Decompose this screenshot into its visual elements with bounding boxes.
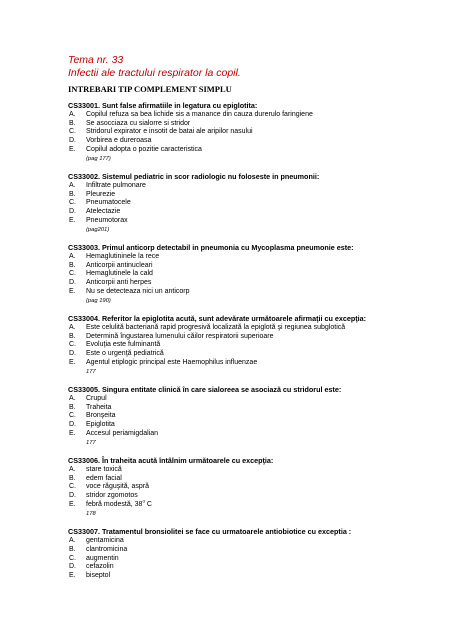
answer-option [68,191,448,200]
question-title: CS33006. În traheita acută întâlnim următoarele cu excepţia: [68,456,274,466]
page-reference: 177 [86,439,96,446]
answer-option [68,430,448,439]
answer-option [68,208,448,217]
option-text: Pneumatocele [86,199,131,207]
question-block [68,385,448,447]
question-block [68,172,448,234]
option-text: Anticorpii antinucleari [86,261,153,269]
answer-option [68,182,448,191]
option-text: Bronşeita [86,412,116,420]
answer-option [68,483,448,492]
option-text: Infiltrate pulmonare [86,182,146,190]
option-letter: D. [69,563,76,571]
option-text: Atelectazie [86,208,121,216]
option-letter: D. [69,137,76,145]
option-text: febră modestă, 38 [86,500,143,508]
option-text: Nu se detecteaza nici un anticorp [86,287,190,295]
question-block [68,456,448,518]
answer-option [68,253,448,262]
option-text: Vorbirea e dureroasa [86,137,152,145]
option-text: Traheita [86,403,112,411]
option-letter: D. [69,208,76,216]
answer-option [68,466,448,475]
option-text: gentamicina [86,537,124,545]
answer-option [68,128,448,137]
option-text: voce răguşită, aspră [86,483,150,491]
answer-option [68,146,448,155]
question-block [68,527,448,581]
answer-option [68,498,448,510]
answer-option [68,475,448,484]
answer-option [68,404,448,413]
option-letter: B. [69,474,76,482]
option-letter: C. [69,412,76,420]
answer-option [68,217,448,226]
answer-option [68,359,448,368]
question-title: CS33003. Primul anticorp detectabil in pneumonia cu Mycoplasma pneumonie este: [68,243,354,253]
question-title: CS33002. Sistemul pediatric in scor radiologic nu foloseste in pneumonii: [68,172,320,182]
option-text: Stridorul expirator e insotit de batai ale aripilor nasului [86,128,253,136]
option-text: clantromicina [86,545,128,553]
answer-option [68,537,448,546]
option-letter: E. [69,500,76,508]
option-letter: B. [69,119,76,127]
option-letter: E. [69,429,76,437]
answer-option [68,563,448,572]
option-text-tail: C [144,500,152,508]
option-letter: C. [69,199,76,207]
option-text: Este o urgenţă pediatrică [86,350,164,358]
answer-option [68,572,448,581]
option-letter: A. [69,111,76,118]
topic-number: Tema nr. 33 [68,54,124,66]
option-text: Pleurezie [86,190,116,198]
option-text: Evoluţia este fulminantă [86,341,161,349]
option-letter: A. [69,537,76,545]
option-letter: B. [69,190,76,198]
page-reference: (pag 190) [86,297,111,304]
option-text: Hemaglutinele la cald [86,270,153,278]
option-text: cefazolin [86,563,114,571]
topic-subtitle: Infectii ale tractului respirator la copil. [68,67,241,79]
option-text: stare toxică [86,466,122,474]
option-letter: C. [69,270,76,278]
option-text: Determină îngustarea lumenului căilor respiratorii superioare [86,332,274,340]
option-letter: E. [69,358,76,366]
option-text: stridor zgomotos [86,492,138,500]
answer-option [68,324,448,333]
questions-list [68,101,448,590]
answer-option [68,341,448,350]
question-block [68,314,448,376]
answer-option [68,412,448,421]
option-text: biseptol [86,571,111,579]
option-letter: D. [69,350,76,358]
option-text: Pneumotorax [86,216,128,224]
question-block [68,243,448,305]
answer-option [68,262,448,271]
answer-option [68,111,448,120]
option-text: Accesul periamigdalian [86,429,158,437]
option-letter: C. [69,554,76,562]
option-letter: D. [69,279,76,287]
option-letter: B. [69,403,76,411]
answer-option [68,120,448,129]
option-letter: A. [69,324,76,332]
answer-option [68,288,448,297]
option-text: Crupul [86,395,107,403]
option-text: Copilul refuza sa bea lichide sis a manance din cauza durerulo faringiene [86,111,313,118]
option-text: Agentul etiplogic principal este Haemophilus influenzae [86,358,258,366]
option-text: Se asocciaza cu sialorre si stridor [86,119,191,127]
answer-option [68,279,448,288]
option-text: Hemaglutininele la rece [86,253,160,261]
answer-option [68,546,448,555]
section-title: INTREBARI TIP COMPLEMENT SIMPLU [68,84,232,94]
option-text: augmentin [86,554,119,562]
option-letter: C. [69,128,76,136]
option-letter: C. [69,483,76,491]
option-text: Este celulită bacteriană rapid progresivă localizată la epiglotă şi regiunea subglotică [86,324,346,332]
answer-option [68,555,448,564]
option-letter: C. [69,341,76,349]
option-text: Anticorpii anti herpes [86,279,152,287]
degree-superscript: o [142,498,145,504]
page-reference: (pag 177) [86,155,111,162]
page-reference: 177 [86,368,96,375]
option-letter: B. [69,545,76,553]
option-letter: A. [69,466,76,474]
answer-option [68,137,448,146]
answer-option [68,199,448,208]
option-letter: E. [69,287,76,295]
option-text: Epiglotita [86,421,115,429]
answer-option [68,333,448,342]
option-letter: D. [69,421,76,429]
page-reference: (pag201) [86,226,110,233]
option-letter: A. [69,182,76,190]
answer-option [68,395,448,404]
answer-option [68,350,448,359]
option-letter: A. [69,395,76,403]
question-title: CS33007. Tratamentul bronsiolitei se face cu urmatoarele antiobiotice cu exceptia : [68,527,352,537]
question-title: CS33005. Singura entitate clinică în care sialoreea se asociază cu stridorul este: [68,385,342,395]
question-title: CS33004. Referitor la epiglotita acută, sunt adevărate următoarele afirmaţii cu excepţia: [68,314,366,324]
option-letter: E. [69,216,76,224]
option-letter: B. [69,332,76,340]
option-letter: B. [69,261,76,269]
answer-option [68,270,448,279]
answer-option [68,492,448,501]
option-text: edem facial [86,474,122,482]
option-letter: D. [69,492,76,500]
option-text: Copilul adopta o pozitie caracteristica [86,145,202,153]
topic-heading [68,54,241,80]
option-letter: A. [69,253,76,261]
option-letter: E. [69,145,76,153]
question-block [68,101,448,163]
answer-option [68,421,448,430]
page-reference: 178 [86,510,96,517]
question-title: CS33001. Sunt false afirmatiile in legatura cu epiglotita: [68,101,258,110]
option-letter: E. [69,571,76,579]
